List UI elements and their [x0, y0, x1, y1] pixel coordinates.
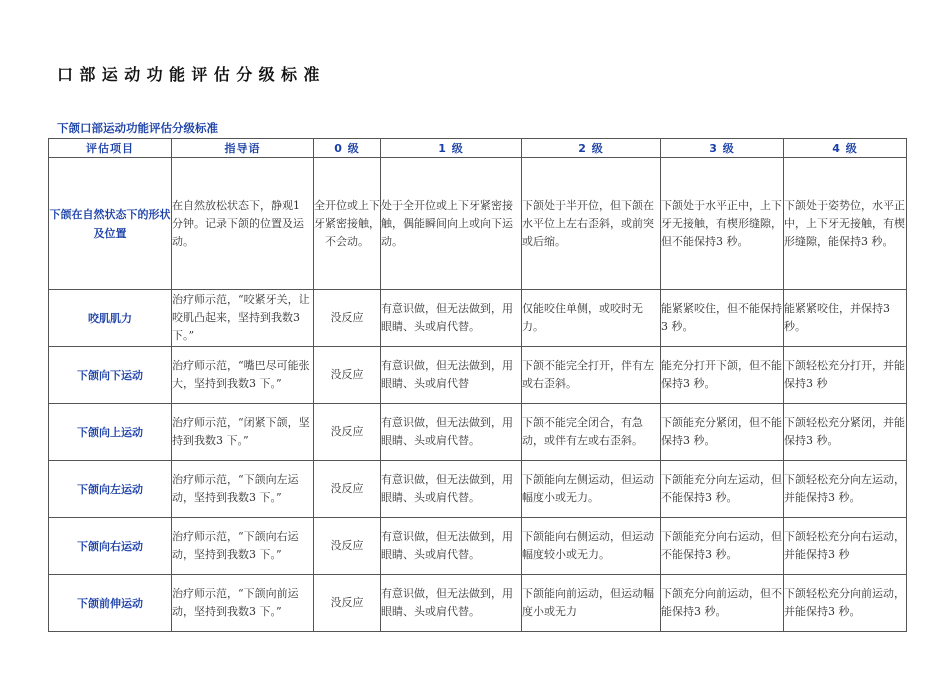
cell-grade-0: 没反应 [314, 404, 381, 461]
cell-grade-3: 下颌能充分向左运动，但不能保持3 秒。 [661, 461, 784, 518]
cell-grade-4: 下颌轻松充分向左运动，并能保持3 秒。 [784, 461, 907, 518]
header-cell-grade-4: 4 级 [784, 139, 907, 158]
cell-grade-3: 下颌充分向前运动，但不能保持3 秒。 [661, 575, 784, 632]
header-row [49, 139, 907, 158]
cell-item: 咬肌肌力 [49, 290, 172, 347]
assessment-table [48, 138, 907, 632]
cell-guide: 在自然放松状态下，静观1 分钟。记录下颌的位置及运动。 [172, 158, 314, 290]
header-cell-grade-2: 2 级 [522, 139, 661, 158]
cell-grade-2: 下颌处于半开位，但下颌在水平位上左右歪斜，或前突或后缩。 [522, 158, 661, 290]
cell-item: 下颌前伸运动 [49, 575, 172, 632]
cell-grade-0: 全开位或上下牙紧密接触，不会动。 [314, 158, 381, 290]
cell-grade-2: 下颌能向右侧运动，但运动幅度较小或无力。 [522, 518, 661, 575]
table-row [49, 290, 907, 347]
cell-grade-1: 有意识做，但无法做到，用眼睛、头或肩代替。 [381, 575, 522, 632]
header-cell-item: 评估项目 [49, 139, 172, 158]
table-row [49, 158, 907, 290]
cell-grade-3: 能紧紧咬住，但不能保持3 秒。 [661, 290, 784, 347]
cell-grade-1: 处于全开位或上下牙紧密接触，偶能瞬间向上或向下运动。 [381, 158, 522, 290]
cell-item: 下颌向左运动 [49, 461, 172, 518]
cell-item: 下颌向右运动 [49, 518, 172, 575]
cell-grade-0: 没反应 [314, 290, 381, 347]
cell-guide: 治疗师示范，“咬紧牙关，让咬肌凸起来，坚持到我数3 下。” [172, 290, 314, 347]
cell-grade-1: 有意识做，但无法做到，用眼睛、头或肩代替 [381, 347, 522, 404]
header-cell-grade-0: 0 级 [314, 139, 381, 158]
cell-item: 下颌向下运动 [49, 347, 172, 404]
table-row [49, 575, 907, 632]
cell-grade-0: 没反应 [314, 347, 381, 404]
cell-grade-4: 下颌轻松充分向前运动，并能保持3 秒。 [784, 575, 907, 632]
cell-guide: 治疗师示范，“下颌向左运动，坚持到我数3 下。” [172, 461, 314, 518]
cell-grade-1: 有意识做，但无法做到，用眼睛、头或肩代替。 [381, 404, 522, 461]
cell-guide: 治疗师示范，“下颌向右运动，坚持到我数3 下。” [172, 518, 314, 575]
table-caption: 下颌口部运动功能评估分级标准 [57, 121, 218, 135]
cell-grade-4: 下颌轻松充分向右运动，并能保持3 秒 [784, 518, 907, 575]
cell-grade-1: 有意识做，但无法做到，用眼睛、头或肩代替。 [381, 461, 522, 518]
cell-grade-3: 下颌能充分向右运动，但不能保持3 秒。 [661, 518, 784, 575]
cell-grade-2: 下颌不能完全闭合，有急动，或伴有左或右歪斜。 [522, 404, 661, 461]
cell-grade-2: 下颌能向前运动，但运动幅度小或无力 [522, 575, 661, 632]
cell-grade-2: 仅能咬住单侧，或咬时无力。 [522, 290, 661, 347]
cell-grade-4: 下颌处于姿势位，水平正中，上下牙无接触，有楔形缝隙，能保持3 秒。 [784, 158, 907, 290]
cell-grade-0: 没反应 [314, 461, 381, 518]
cell-grade-3: 下颌能充分紧闭，但不能保持3 秒。 [661, 404, 784, 461]
cell-guide: 治疗师示范，“下颌向前运动，坚持到我数3 下。” [172, 575, 314, 632]
cell-grade-4: 下颌轻松充分打开，并能保持3 秒 [784, 347, 907, 404]
cell-guide: 治疗师示范，“嘴巴尽可能张大，坚持到我数3 下。” [172, 347, 314, 404]
cell-grade-3: 下颌处于水平正中，上下牙无接触，有楔形缝隙，但不能保持3 秒。 [661, 158, 784, 290]
cell-grade-3: 能充分打开下颌，但不能保持3 秒。 [661, 347, 784, 404]
cell-grade-0: 没反应 [314, 575, 381, 632]
table-row [49, 518, 907, 575]
cell-grade-2: 下颌能向左侧运动，但运动幅度小或无力。 [522, 461, 661, 518]
table-row [49, 404, 907, 461]
header-cell-guide: 指导语 [172, 139, 314, 158]
cell-item: 下颌向上运动 [49, 404, 172, 461]
cell-item: 下颌在自然状态下的形状及位置 [49, 158, 172, 290]
header-cell-grade-3: 3 级 [661, 139, 784, 158]
page-title: 口部运动功能评估分级标准 [57, 65, 326, 84]
header-cell-grade-1: 1 级 [381, 139, 522, 158]
cell-guide: 治疗师示范，“闭紧下颌，坚持到我数3 下。” [172, 404, 314, 461]
cell-grade-0: 没反应 [314, 518, 381, 575]
cell-grade-1: 有意识做，但无法做到，用眼睛、头或肩代替。 [381, 518, 522, 575]
table-row [49, 461, 907, 518]
cell-grade-2: 下颌不能完全打开，伴有左或右歪斜。 [522, 347, 661, 404]
cell-grade-4: 能紧紧咬住，并保持3 秒。 [784, 290, 907, 347]
cell-grade-4: 下颌轻松充分紧闭，并能保持3 秒。 [784, 404, 907, 461]
cell-grade-1: 有意识做，但无法做到，用眼睛、头或肩代替。 [381, 290, 522, 347]
table-row [49, 347, 907, 404]
